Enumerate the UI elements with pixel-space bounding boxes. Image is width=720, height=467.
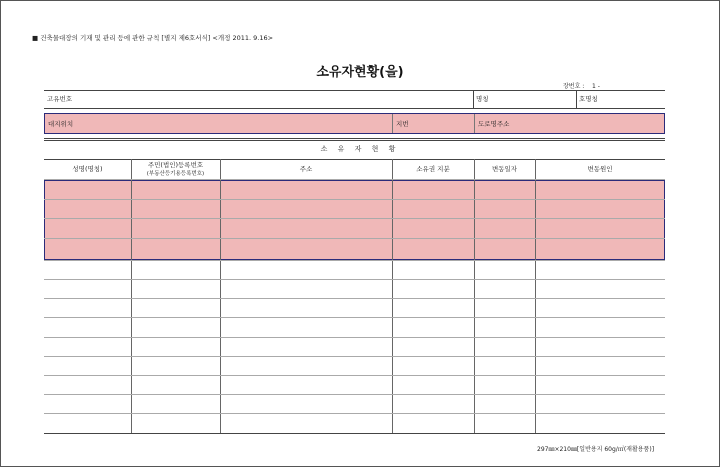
table-col-divider <box>474 159 475 433</box>
header-top-rule <box>44 159 665 160</box>
land-location-row[interactable] <box>44 113 665 134</box>
table-col-divider <box>131 159 132 433</box>
regulation-note: ■ 건축물대장의 기재 및 관리 등에 관한 규칙 [별지 제6호서식] <개정 2011. 9.16> <box>32 34 274 42</box>
unique-number-label: 고유번호 <box>47 95 73 103</box>
table-row-rule <box>44 337 665 338</box>
table-row-rule <box>44 375 665 376</box>
col-header-registration-sub: (부동산등기용등록번호) <box>146 171 205 177</box>
paper-spec-footer: 297㎜×210㎜[일반용지 60g/㎡(재활용품)] <box>537 446 655 453</box>
section-top-rule-2 <box>44 140 665 141</box>
col-header-registration-main: 주민(법인)등록번호 <box>147 161 204 169</box>
road-address-label: 도로명주소 <box>478 120 510 128</box>
land-location-label: 대지위치 <box>48 120 74 128</box>
col-header-share: 소유권 지분 <box>416 165 450 173</box>
form-title: 소유자현황(을) <box>316 65 404 80</box>
table-col-divider <box>392 159 393 433</box>
sheet-number-label: 장번호 : <box>563 83 585 90</box>
col-header-change-date: 변동일자 <box>491 165 518 173</box>
owner-section-title: 소 유 자 현 황 <box>320 145 400 153</box>
building-number-label: 호명칭 <box>579 95 598 103</box>
col-header-name: 성명(명칭) <box>72 165 103 173</box>
building-name-label: 명칭 <box>476 95 489 103</box>
table-row-rule <box>44 199 665 200</box>
table-row-rule <box>44 413 665 414</box>
col-header-address: 주소 <box>299 165 313 173</box>
table-col-divider <box>220 159 221 433</box>
table-col-divider <box>535 159 536 433</box>
col-header-change-reason: 변동원인 <box>587 165 613 173</box>
row1-divider-1 <box>473 90 474 108</box>
table-row-rule <box>44 317 665 318</box>
table-row-rule <box>44 298 665 299</box>
row2-divider-1 <box>392 114 393 133</box>
sheet-number-value[interactable]: 1 - <box>591 83 600 90</box>
table-row-rule <box>44 238 665 239</box>
table-row-rule <box>44 218 665 219</box>
table-row-rule <box>44 433 665 434</box>
lot-number-label: 지번 <box>396 120 409 128</box>
row1-divider-2 <box>576 90 577 108</box>
row2-divider-2 <box>474 114 475 133</box>
sheet-number <box>563 81 600 90</box>
top-rule <box>44 90 665 91</box>
row1-bottom-rule <box>44 108 665 109</box>
table-row-rule <box>44 179 665 180</box>
table-row-rule <box>44 279 665 280</box>
table-row-rule <box>44 260 665 261</box>
col-header-registration <box>131 161 220 178</box>
table-row-rule <box>44 394 665 395</box>
section-top-rule <box>44 138 665 139</box>
owner-rows-highlight[interactable] <box>44 180 665 260</box>
table-row-rule <box>44 356 665 357</box>
